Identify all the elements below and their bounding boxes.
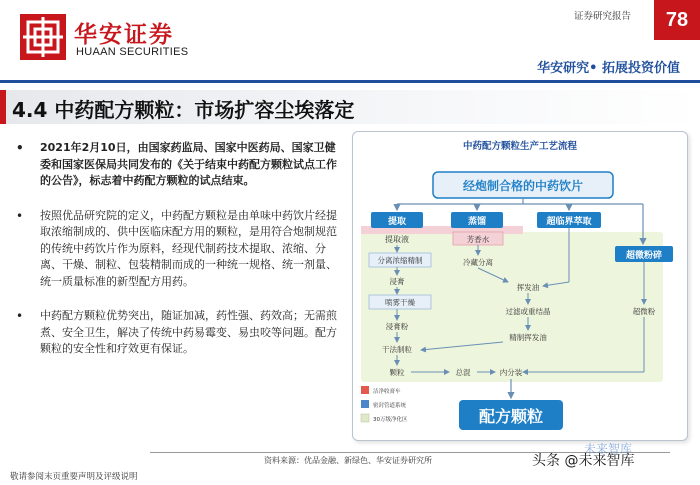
bullet-text: 中药配方颗粒优势突出，随证加减，药性强、药效高；无需煎煮、安全卫生，解决了传统中药易霉变、易虫咬等问题。配方颗粒的安全性和疗效更有保证。 <box>40 309 337 355</box>
legend-swatch <box>361 400 369 408</box>
step-label: 内分装 <box>499 368 523 377</box>
step-label: 喷雾干燥 <box>385 298 415 307</box>
branch-label: 提取 <box>387 217 407 227</box>
process-flow-figure <box>352 131 688 441</box>
brand-name-cn: 华安证券 <box>74 21 174 48</box>
brand-slogan: 华安研究• 拓展投资价值 <box>537 61 680 76</box>
bullet-marker: • <box>16 309 24 323</box>
step-label: 超微粉 <box>632 307 656 316</box>
bullet-item <box>16 308 338 358</box>
step-label: 总混 <box>455 368 471 377</box>
final-product-label: 配方颗粒 <box>478 407 544 426</box>
step-label: 分离浓缩精制 <box>377 256 423 265</box>
huaan-logo <box>20 14 66 60</box>
section-title: 4.4 中药配方颗粒：市场扩容尘埃落定 <box>12 98 355 122</box>
step-label: 精制挥发油 <box>509 333 547 342</box>
legend-label: 洁净收膏车 <box>373 389 401 395</box>
step-label: 冷藏分离 <box>463 258 493 267</box>
step-label: 过滤或重结晶 <box>505 307 551 316</box>
figure-title: 中药配方颗粒生产工艺流程 <box>462 141 577 152</box>
page-number-badge: 78 <box>654 0 700 40</box>
bullet-item <box>16 140 338 190</box>
footer-disclaimer: 敬请参阅末页重要声明及评级说明 <box>10 472 138 482</box>
watermark-overlay: 未来智库 <box>584 442 633 456</box>
brand-name-en: HUAAN SECURITIES <box>76 46 189 58</box>
logo-emblem-icon <box>20 14 66 60</box>
legend-label: 30万级净化区 <box>373 417 408 423</box>
legend-swatch <box>361 414 369 422</box>
bullet-text: 按照优品研究院的定义，中药配方颗粒是由单味中药饮片经提取浓缩制成的、供中医临床配方用的颗粒，是用符合炮制规范的传统中药饮片作为原料，经现代制药技术提取、浓缩、分离、干燥、制粒、包装精制而成的一种统一规格、统一剂量、统一质量标准的新型配方用药。 <box>40 208 337 288</box>
step-label: 颗粒 <box>389 368 405 377</box>
header-divider <box>0 80 700 83</box>
branch-label: 超临界萃取 <box>546 217 592 227</box>
section-title-accent <box>0 90 6 124</box>
branch-label: 超微粉碎 <box>625 251 663 261</box>
bullet-text: 2021年2月10日，由国家药监局、国家中医药局、国家卫健委和国家医保局共同发布的《关于结束中药配方颗粒试点工作的公告》，标志着中药配方颗粒的试点结束。 <box>40 141 337 187</box>
legend-swatch <box>361 386 369 394</box>
figure-source: 资料来源：优品金融、新绿色、华安证券研究所 <box>264 456 432 465</box>
bullet-item <box>16 208 338 291</box>
step-label: 提取液 <box>385 235 409 244</box>
bullet-list <box>16 140 338 376</box>
step-label: 浸膏粉 <box>385 322 409 331</box>
bullet-marker: • <box>16 141 24 155</box>
step-label: 干法制粒 <box>382 345 412 354</box>
branch-label: 蒸馏 <box>467 217 487 227</box>
step-label: 浸膏 <box>389 277 405 286</box>
process-flow-diagram <box>353 132 689 442</box>
watermark-text: 头条 @未来智库 <box>532 453 635 469</box>
step-label: 芳香水 <box>466 235 490 244</box>
report-type-label: 证券研究报告 <box>574 11 632 22</box>
bullet-marker: • <box>16 208 24 223</box>
step-label: 挥发油 <box>516 283 540 292</box>
top-box-label: 经炮制合格的中药饮片 <box>462 179 584 193</box>
legend-label: 密封管道系统 <box>373 403 407 409</box>
